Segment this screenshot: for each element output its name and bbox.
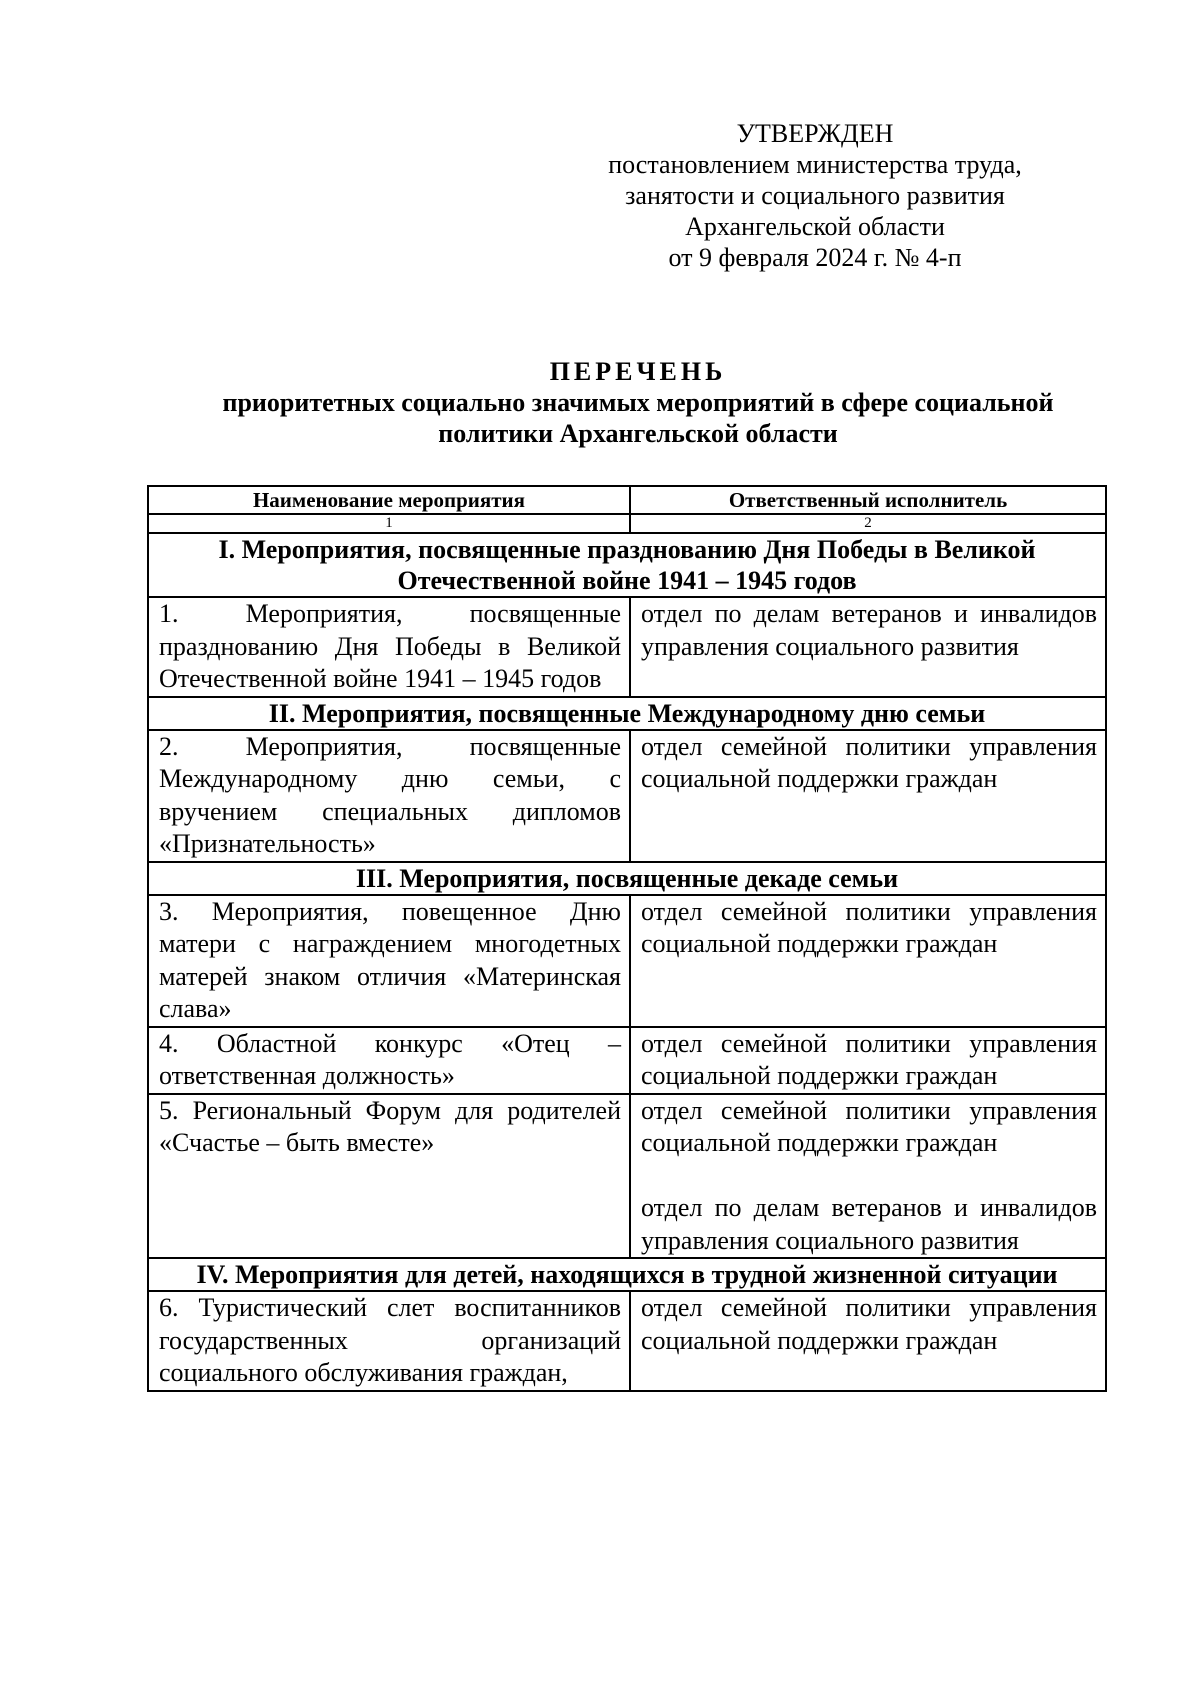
section-title: III. Мероприятия, посвященные декаде семьи <box>148 862 1106 895</box>
section-row <box>148 697 1106 730</box>
executor-cell <box>630 1291 1106 1391</box>
document-title <box>150 356 1126 449</box>
executor-text: отдел семейной политики управления социальной поддержки граждан <box>641 1028 1097 1090</box>
executor-cell <box>630 597 1106 697</box>
approval-line: занятости и социального развития <box>625 181 1005 210</box>
event-cell: 5. Региональный Форум для родителей «Счастье – быть вместе» <box>148 1094 630 1259</box>
event-cell: 6. Туристический слет воспитанников государственных организаций социального обслуживания граждан, <box>148 1291 630 1391</box>
table-row <box>148 730 1106 862</box>
executor-text: отдел семейной политики управления социальной поддержки граждан <box>641 1293 1097 1355</box>
table-row <box>148 597 1106 697</box>
executor-text: отдел семейной политики управления социальной поддержки граждан <box>641 896 1097 958</box>
column-number: 1 <box>148 514 630 533</box>
paragraph-gap <box>641 1160 1097 1193</box>
column-header-executor: Ответственный исполнитель <box>630 486 1106 514</box>
executor-cell <box>630 895 1106 1027</box>
document-subtitle: приоритетных социально значимых мероприятий в сфере социальной <box>222 388 1054 417</box>
executor-text: отдел семейной политики управления социальной поддержки граждан <box>641 731 1097 793</box>
table-row <box>148 1094 1106 1259</box>
executor-text: отдел по делам ветеранов и инвалидов управления социального развития <box>641 1193 1097 1255</box>
executor-cell <box>630 1094 1106 1259</box>
events-table <box>147 485 1107 1392</box>
executor-cell <box>630 730 1106 862</box>
table-row <box>148 1291 1106 1391</box>
event-cell: 3. Мероприятия, повещенное Дню матери с награждением многодетных матерей знаком отличия «Материнская слава» <box>148 895 630 1027</box>
event-cell: 4. Областной конкурс «Отец – ответственная должность» <box>148 1027 630 1094</box>
section-title: IV. Мероприятия для детей, находящихся в трудной жизненной ситуации <box>148 1258 1106 1291</box>
section-row <box>148 533 1106 597</box>
section-title: II. Мероприятия, посвященные Международному дню семьи <box>148 697 1106 730</box>
executor-cell <box>630 1027 1106 1094</box>
document-subtitle: политики Архангельской области <box>438 419 838 448</box>
approval-heading: УТВЕРЖДЕН <box>736 119 894 148</box>
executor-text: отдел семейной политики управления социальной поддержки граждан <box>641 1095 1097 1157</box>
event-cell: 1. Мероприятия, посвященные празднованию Дня Победы в Великой Отечественной войне 1941 – 1945 годов <box>148 597 630 697</box>
approval-date: от 9 февраля 2024 г. № 4-п <box>668 243 962 272</box>
table-row <box>148 1027 1106 1094</box>
approval-stamp <box>590 118 1040 273</box>
column-header-event: Наименование мероприятия <box>148 486 630 514</box>
table-header-row <box>148 486 1106 514</box>
event-cell: 2. Мероприятия, посвященные Международному дню семьи, с вручением специальных дипломов «Признательность» <box>148 730 630 862</box>
executor-text: отдел по делам ветеранов и инвалидов управления социального развития <box>641 599 1097 661</box>
section-row <box>148 862 1106 895</box>
column-number: 2 <box>630 514 1106 533</box>
document-name: ПЕРЕЧЕНЬ <box>549 357 727 386</box>
column-number-row <box>148 514 1106 533</box>
approval-line: постановлением министерства труда, <box>608 150 1022 179</box>
approval-line: Архангельской области <box>685 212 945 241</box>
table-row <box>148 895 1106 1027</box>
section-row <box>148 1258 1106 1291</box>
section-title: I. Мероприятия, посвященные празднованию Дня Победы в Великой Отечественной войне 1941 – 1945 годов <box>148 533 1106 597</box>
